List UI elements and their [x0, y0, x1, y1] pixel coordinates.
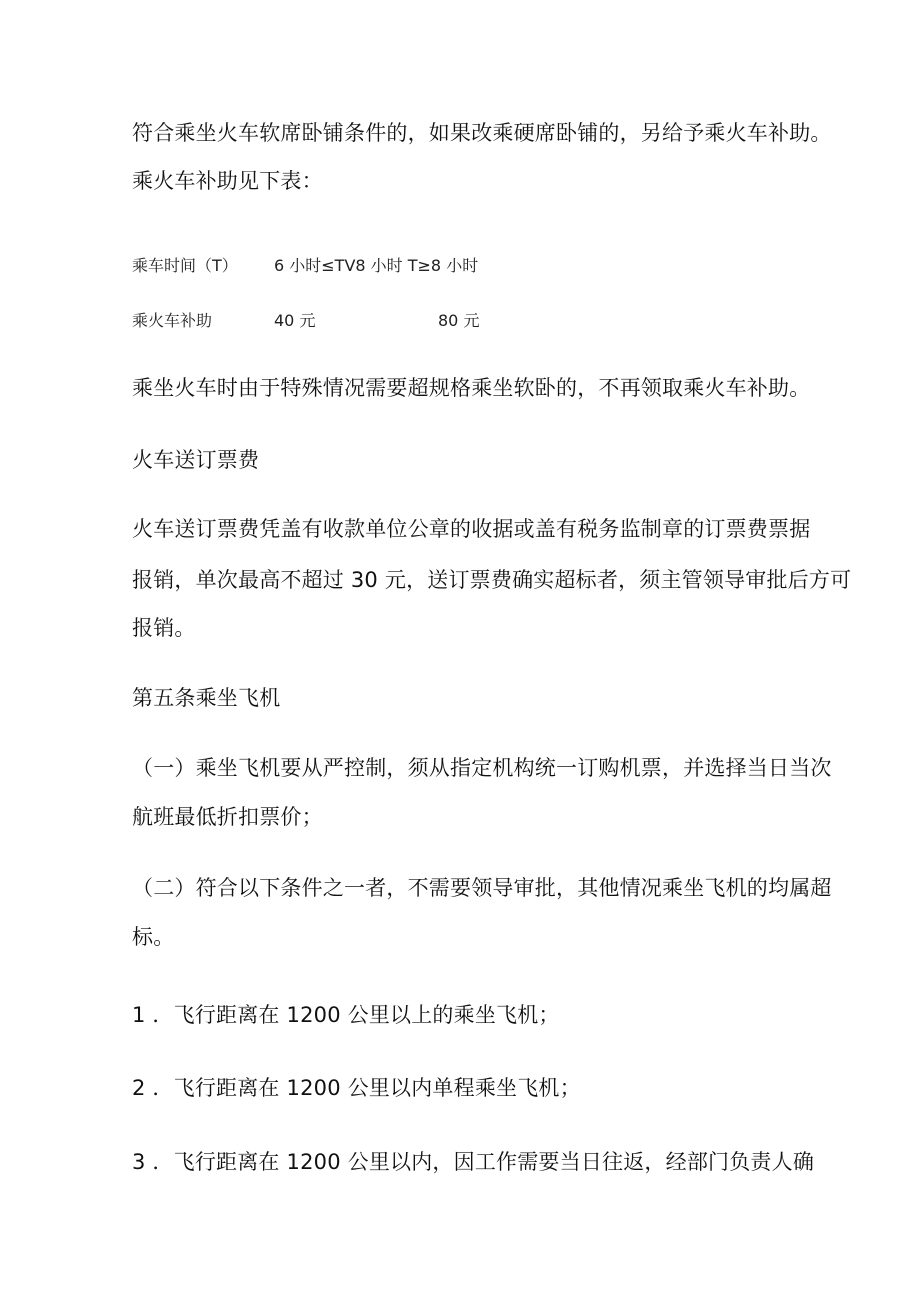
- section-heading: 第五条乘坐飞机: [132, 686, 281, 710]
- table-cell: 6 小时≤TV8 小时 T≥8 小时: [274, 256, 479, 275]
- list-item: 1 ．飞行距离在 1200 公里以上的乘坐飞机；: [132, 1003, 560, 1027]
- paragraph-line: 乘坐火车时由于特殊情况需要超规格乘坐软卧的，不再领取乘火车补助。: [132, 376, 811, 400]
- paragraph-line: （二）符合以下条件之一者，不需要领导审批，其他情况乘坐飞机的均属超: [132, 876, 832, 900]
- paragraph-line: 乘火车补助见下表：: [132, 169, 323, 193]
- paragraph-line: 报销，单次最高不超过 30 元，送订票费确实超标者，须主管领导审批后方可: [132, 568, 852, 592]
- paragraph-line: （一）乘坐飞机要从严控制，须从指定机构统一订购机票，并选择当日当次: [132, 756, 832, 780]
- section-heading: 火车送订票费: [132, 448, 260, 472]
- paragraph-line: 符合乘坐火车软席卧铺条件的，如果改乘硬席卧铺的，另给予乘火车补助。: [132, 121, 832, 145]
- table-cell: 40 元: [274, 311, 316, 330]
- paragraph-line: 航班最低折扣票价；: [132, 805, 323, 829]
- paragraph-line: 标。: [132, 925, 175, 949]
- table-row-label: 乘火车补助: [132, 311, 213, 330]
- paragraph-line: 火车送订票费凭盖有收款单位公章的收据或盖有税务监制章的订票费票据: [132, 517, 811, 541]
- list-item: 3 ．飞行距离在 1200 公里以内，因工作需要当日往返，经部门负责人确: [132, 1150, 815, 1174]
- table-cell: 80 元: [438, 311, 480, 330]
- paragraph-line: 报销。: [132, 616, 196, 640]
- list-item: 2 ．飞行距离在 1200 公里以内单程乘坐飞机；: [132, 1076, 581, 1100]
- table-row-label: 乘车时间（T）: [132, 256, 238, 275]
